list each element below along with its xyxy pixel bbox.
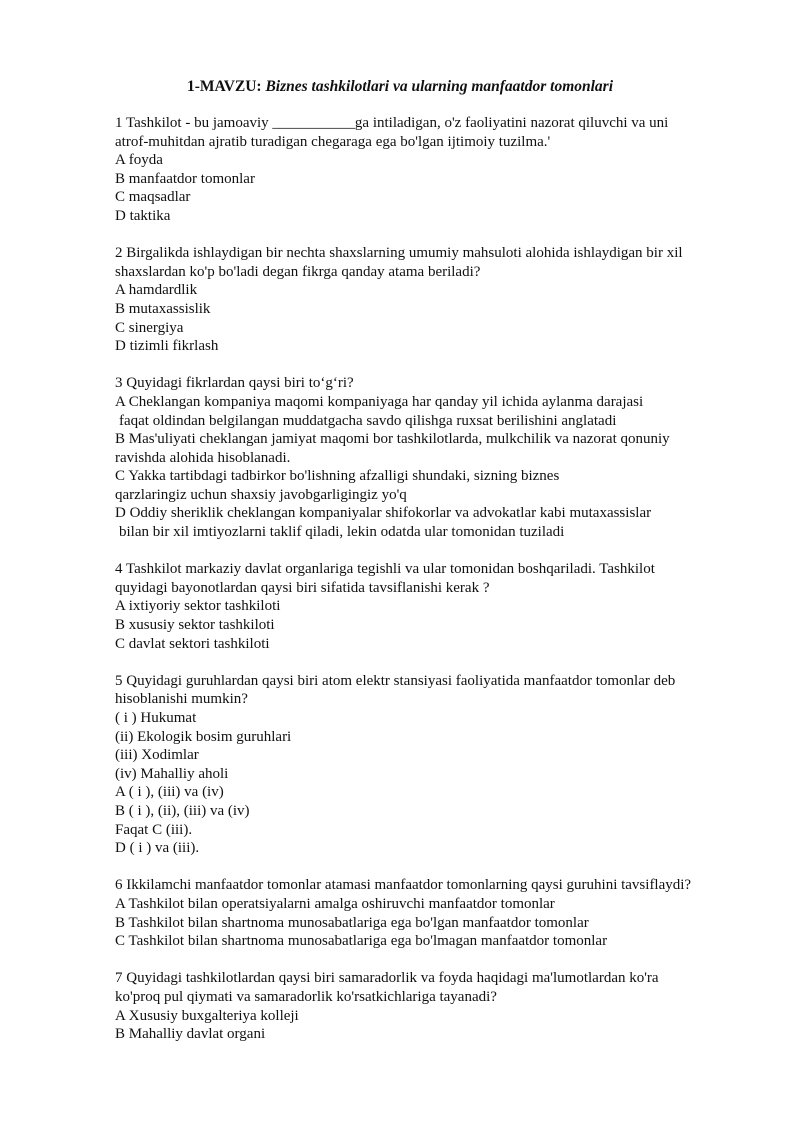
answer-option: B Mahalliy davlat organi [115,1026,266,1043]
page-title [0,78,800,96]
answer-option: B Tashkilot bilan shartnoma munosabatlariga ega bo'lgan manfaatdor tomonlar [115,914,589,931]
question-text: shaxslardan ko'p bo'ladi degan fikrga qanday atama beriladi? [115,263,481,280]
answer-option: C Yakka tartibdagi tadbirkor bo'lishning afzalligi shundaki, sizning biznes [115,468,560,485]
answer-option: D Oddiy sheriklik cheklangan kompaniyalar shifokorlar va advokatlar kabi mutaxassislar [115,505,652,522]
question-3 [115,374,755,541]
question-text: 5 Quyidagi guruhlardan qaysi biri atom elektr stansiyasi faoliyatida manfaatdor tomonlar deb [115,672,676,689]
answer-option: B xususiy sektor tashkiloti [115,617,275,634]
answer-option: Faqat C (iii). [115,821,193,838]
answer-option-continued: qarzlaringiz uchun shaxsiy javobgarligingiz yo'q [115,486,407,503]
question-text: 3 Quyidagi fikrlardan qaysi biri to‘g‘ri? [115,375,354,392]
answer-option-continued: ravishda alohida hisoblanadi. [115,449,291,466]
question-list [115,114,755,1062]
answer-option: D taktika [115,207,171,224]
answer-option: A hamdardlik [115,282,198,299]
question-text: hisoblanishi mumkin? [115,691,248,708]
question-text: 1 Tashkilot - bu jamoaviy ___________ga intiladigan, o'z faoliyatini nazorat qiluvchi va uni [115,115,669,131]
answer-option: B ( i ), (ii), (iii) va (iv) [115,802,250,819]
list-item: ( i ) Hukumat [115,710,197,726]
list-item: (iv) Mahalliy aholi [115,765,229,782]
question-text: 6 Ikkilamchi manfaatdor tomonlar atamasi manfaatdor tomonlarning qaysi guruhini tavsiflaydi? [115,877,692,894]
question-text: quyidagi bayonotlardan qaysi biri sifatida tavsiflanishi kerak ? [115,579,490,596]
question-4 [115,560,755,653]
question-6 [115,876,755,950]
answer-option: C sinergiya [115,319,184,336]
answer-option: B Mas'uliyati cheklangan jamiyat maqomi bor tashkilotlarda, mulkchilik va nazorat qonuniy [115,431,670,448]
answer-option: A foyda [115,152,163,169]
answer-option: D tizimli fikrlash [115,338,219,355]
question-text: 4 Tashkilot markaziy davlat organlariga tegishli va ular tomonidan boshqariladi. Tashkilot [115,561,655,578]
answer-option: D ( i ) va (iii). [115,840,200,857]
answer-option: A ( i ), (iii) va (iv) [115,784,224,801]
answer-option: B mutaxassislik [115,300,211,317]
answer-option: C davlat sektori tashkiloti [115,635,270,652]
question-5 [115,672,755,858]
answer-option: A Tashkilot bilan operatsiyalarni amalga oshiruvchi manfaatdor tomonlar [115,895,555,912]
topic-number: 1-MAVZU: [186,78,262,95]
answer-option-continued: faqat oldindan belgilangan muddatgacha savdo qilishga ruxsat berilishini anglatadi [119,412,617,429]
question-text: 2 Birgalikda ishlaydigan bir nechta shaxslarning umumiy mahsuloti alohida ishlaydigan bir xil [115,245,683,262]
question-7 [115,969,755,1043]
answer-option: A Xususiy buxgalteriya kolleji [115,1007,299,1024]
answer-option: C Tashkilot bilan shartnoma munosabatlariga ega bo'lmagan manfaatdor tomonlar [115,933,608,950]
question-text: atrof-muhitdan ajratib turadigan chegaraga ega bo'lgan ijtimoiy tuzilma.' [115,133,551,150]
list-item: (ii) Ekologik bosim guruhlari [115,728,292,745]
topic-title: Biznes tashkilotlari va ularning manfaatdor tomonlari [265,78,614,95]
question-2 [115,244,755,356]
answer-option: C maqsadlar [115,189,191,206]
question-text: ko'proq pul qiymati va samaradorlik ko'rsatkichlariga tayanadi? [115,988,497,1005]
list-item: (iii) Xodimlar [115,747,199,764]
question-text: 7 Quyidagi tashkilotlardan qaysi biri samaradorlik va foyda haqidagi ma'lumotlardan ko'ra [115,970,659,987]
answer-option-continued: bilan bir xil imtiyozlarni taklif qiladi, lekin odatda ular tomonidan tuziladi [119,524,565,541]
answer-option: B manfaatdor tomonlar [115,170,255,187]
answer-option: A ixtiyoriy sektor tashkiloti [115,598,281,615]
question-1 [115,114,755,226]
answer-option: A Cheklangan kompaniya maqomi kompaniyaga har qanday yil ichida aylanma darajasi [115,393,644,410]
